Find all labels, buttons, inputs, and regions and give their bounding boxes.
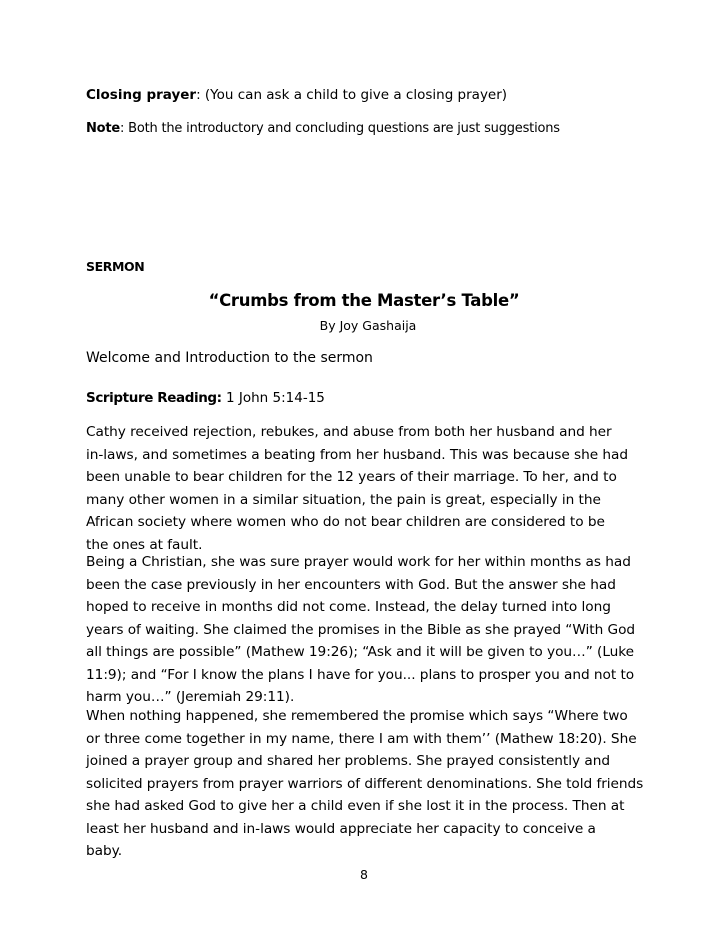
- scripture-reading-label: Scripture Reading:: [86, 390, 222, 406]
- closing-prayer-label: Closing prayer: [86, 87, 197, 103]
- paragraph-line: the ones at fault.: [86, 536, 203, 553]
- paragraph-line: or three come together in my name, there I am with them’’ (Mathew 18:20). She: [86, 730, 637, 747]
- paragraph-line: hoped to receive in months did not come. Instead, the delay turned into long: [86, 599, 611, 615]
- closing-prayer-text: : (You can ask a child to give a closing prayer): [196, 87, 508, 103]
- sermon-title: “Crumbs from the Master’s Table”: [208, 291, 520, 310]
- paragraph-line: many other women in a similar situation, the pain is great, especially in the: [86, 491, 601, 508]
- scripture-reading-reference: 1 John 5:14-15: [221, 390, 325, 406]
- paragraph-line: all things are possible” (Mathew 19:26); “Ask and it will be given to you…” (Luke: [86, 644, 635, 660]
- scripture-reading-line: [86, 390, 325, 406]
- closing-prayer-line: [86, 87, 507, 103]
- paragraph-line: been unable to bear children for the 12 years of their marriage. To her, and to: [86, 469, 617, 485]
- paragraph-line: years of waiting. She claimed the promises in the Bible as she prayed “With God: [86, 621, 636, 638]
- paragraph-line: she had asked God to give her a child even if she lost it in the process. Then at: [86, 798, 625, 814]
- paragraph-line: Being a Christian, she was sure prayer would work for her within months as had: [86, 554, 631, 570]
- paragraph-line: been the case previously in her encounters with God. But the answer she had: [86, 576, 616, 593]
- paragraph-2: [86, 551, 646, 709]
- welcome-line: Welcome and Introduction to the sermon: [86, 350, 373, 366]
- paragraph-line: African society where women who do not bear children are considered to be: [86, 514, 605, 530]
- paragraph-line: When nothing happened, she remembered the promise which says “Where two: [86, 708, 628, 724]
- note-text: : Both the introductory and concluding questions are just suggestions: [120, 121, 560, 136]
- paragraph-line: in-laws, and sometimes a beating from her husband. This was because she had: [86, 446, 628, 463]
- note-label: Note: [86, 121, 121, 136]
- sermon-heading: SERMON: [86, 259, 145, 274]
- paragraph-line: baby.: [86, 843, 123, 859]
- paragraph-line: 11:9); and “For I know the plans I have for you... plans to prosper you and not to: [86, 666, 635, 683]
- paragraph-line: solicited prayers from prayer warriors of different denominations. She told friends: [86, 775, 644, 792]
- paragraph-line: least her husband and in-laws would appreciate her capacity to conceive a: [86, 820, 596, 837]
- paragraph-line: joined a prayer group and shared her problems. She prayed consistently and: [86, 753, 610, 769]
- page-number: 8: [360, 867, 368, 882]
- paragraph-1: [86, 421, 646, 556]
- note-line: [86, 121, 560, 136]
- paragraph-3: [86, 705, 646, 863]
- paragraph-line: harm you…” (Jeremiah 29:11).: [86, 689, 295, 705]
- paragraph-line: Cathy received rejection, rebukes, and abuse from both her husband and her: [86, 424, 612, 440]
- sermon-byline: By Joy Gashaija: [319, 318, 417, 333]
